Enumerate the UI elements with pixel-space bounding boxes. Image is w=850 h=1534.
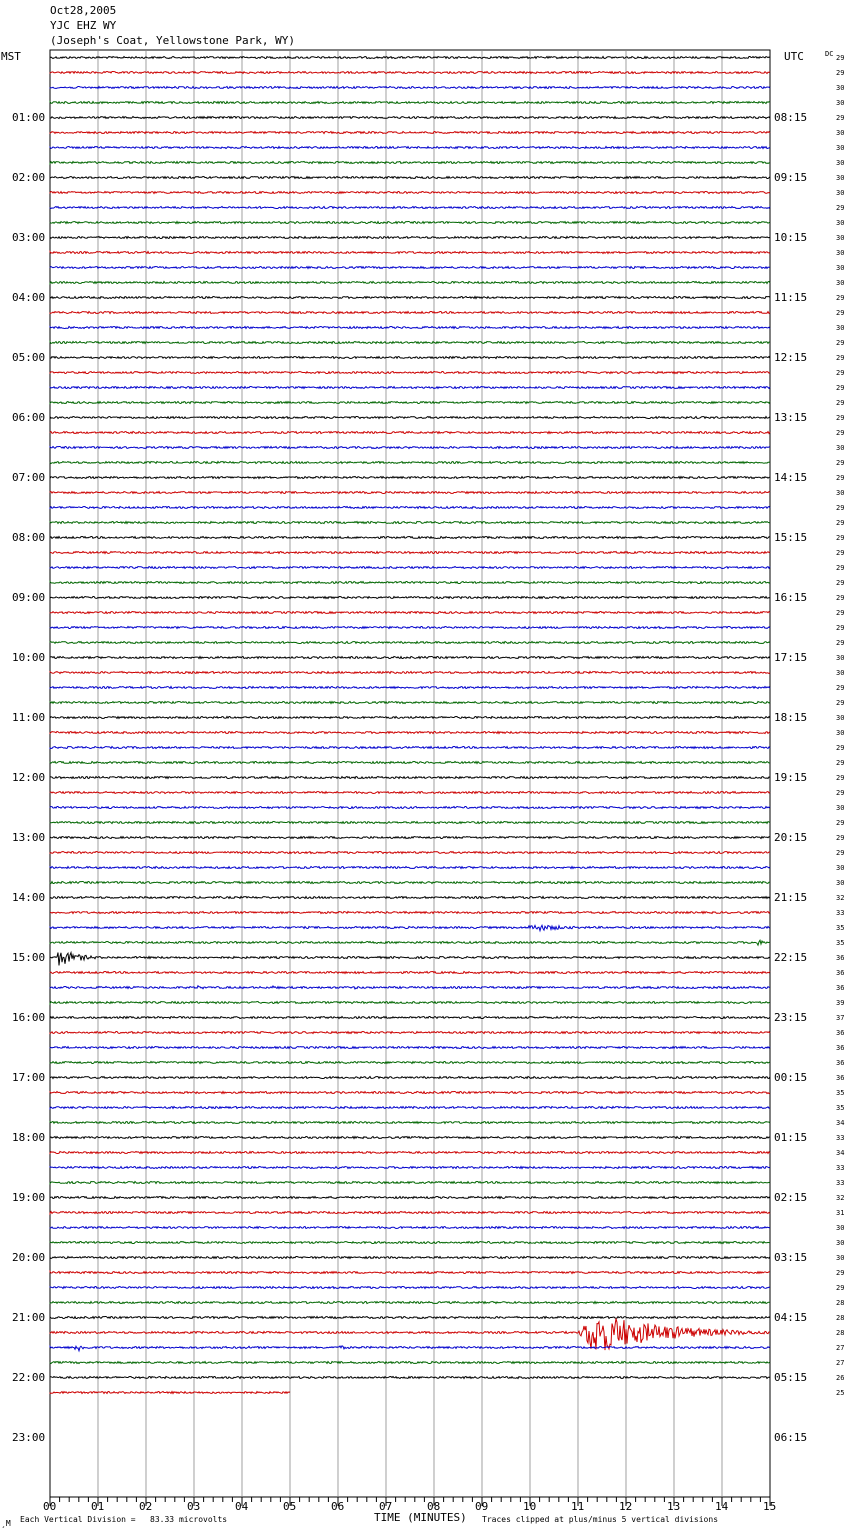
trace-line bbox=[50, 792, 770, 794]
trace-line bbox=[50, 912, 770, 914]
dc-offset-value: 30 bbox=[836, 158, 845, 167]
trace-line bbox=[50, 822, 770, 824]
clip-note: Traces clipped at plus/minus 5 vertical divisions bbox=[482, 1515, 719, 1524]
right-hour-label: 08:15 bbox=[774, 110, 808, 124]
trace-line bbox=[50, 1077, 770, 1079]
x-tick-label: 13 bbox=[667, 1500, 681, 1513]
trace-line bbox=[50, 1152, 770, 1154]
dc-offset-value: 29 bbox=[836, 503, 845, 512]
dc-offset-value: 30 bbox=[836, 1238, 845, 1247]
x-tick-label: 05 bbox=[283, 1500, 297, 1513]
dc-offset-header: DC bbox=[825, 50, 834, 58]
trace-line bbox=[50, 1167, 770, 1169]
x-tick-label: 07 bbox=[379, 1500, 393, 1513]
dc-offset-value: 30 bbox=[836, 233, 845, 242]
dc-offset-value: 30 bbox=[836, 863, 845, 872]
trace-line bbox=[50, 1047, 770, 1049]
trace-line bbox=[50, 1062, 770, 1064]
dc-offset-value: 30 bbox=[836, 143, 845, 152]
right-hour-label: 20:15 bbox=[774, 830, 808, 844]
x-axis-title: TIME (MINUTES) bbox=[374, 1511, 467, 1524]
right-hour-label: 18:15 bbox=[774, 710, 808, 724]
dc-offset-value: 36 bbox=[836, 1043, 845, 1052]
left-hour-label: 18:00 bbox=[12, 1130, 46, 1144]
left-hour-label: 20:00 bbox=[12, 1250, 46, 1264]
x-tick-label: 00 bbox=[43, 1500, 57, 1513]
dc-offset-value: 35 bbox=[836, 923, 845, 932]
trace-line bbox=[50, 852, 770, 854]
dc-offset-value: 30 bbox=[836, 278, 845, 287]
trace-line bbox=[50, 762, 770, 764]
trace-line bbox=[50, 432, 770, 434]
dc-offset-value: 30 bbox=[836, 878, 845, 887]
dc-offset-value: 37 bbox=[836, 1013, 845, 1022]
right-hour-label: 00:15 bbox=[774, 1070, 808, 1084]
trace-line bbox=[50, 537, 770, 539]
trace-line bbox=[50, 1197, 770, 1199]
dc-offset-value: 29 bbox=[836, 593, 845, 602]
trace-line bbox=[50, 132, 770, 134]
trace-line bbox=[50, 717, 770, 719]
left-hour-label: 22:00 bbox=[12, 1370, 46, 1384]
dc-offset-value: 29 bbox=[836, 53, 845, 62]
left-hour-label: 10:00 bbox=[12, 650, 46, 664]
left-hour-label: 14:00 bbox=[12, 890, 46, 904]
trace-line bbox=[50, 192, 770, 194]
trace-line bbox=[50, 1242, 770, 1244]
trace-line bbox=[50, 177, 770, 179]
trace-line bbox=[50, 402, 770, 404]
dc-offset-value: 30 bbox=[836, 668, 845, 677]
trace-line bbox=[50, 462, 770, 464]
dc-offset-value: 28 bbox=[836, 1328, 845, 1337]
left-hour-label: 07:00 bbox=[12, 470, 46, 484]
trace-line bbox=[50, 642, 770, 644]
dc-offset-value: 29 bbox=[836, 413, 845, 422]
dc-offset-value: 36 bbox=[836, 1073, 845, 1082]
dc-offset-value: 29 bbox=[836, 518, 845, 527]
dc-offset-value: 29 bbox=[836, 308, 845, 317]
x-tick-label: 09 bbox=[475, 1500, 489, 1513]
right-hour-label: 05:15 bbox=[774, 1370, 808, 1384]
trace-line bbox=[50, 492, 770, 494]
x-tick-label: 01 bbox=[91, 1500, 105, 1513]
trace-line bbox=[50, 897, 770, 899]
dc-offset-value: 29 bbox=[836, 563, 845, 572]
trace-line bbox=[50, 1287, 770, 1289]
trace-line bbox=[50, 522, 770, 524]
left-hour-label: 09:00 bbox=[12, 590, 46, 604]
dc-offset-value: 29 bbox=[836, 578, 845, 587]
dc-offset-value: 30 bbox=[836, 188, 845, 197]
dc-offset-value: 31 bbox=[836, 1208, 845, 1217]
right-hour-label: 04:15 bbox=[774, 1310, 808, 1324]
trace-line bbox=[50, 627, 770, 629]
right-hour-label: 02:15 bbox=[774, 1190, 808, 1204]
station-location: (Joseph's Coat, Yellowstone Park, WY) bbox=[50, 34, 296, 47]
trace-line bbox=[50, 342, 770, 344]
right-timezone-label: UTC bbox=[784, 50, 804, 63]
dc-offset-value: 29 bbox=[836, 398, 845, 407]
trace-line bbox=[50, 777, 770, 779]
right-hour-label: 23:15 bbox=[774, 1010, 808, 1024]
dc-offset-value: 29 bbox=[836, 818, 845, 827]
right-hour-label: 17:15 bbox=[774, 650, 808, 664]
dc-offset-value: 30 bbox=[836, 803, 845, 812]
left-hour-label: 06:00 bbox=[12, 410, 46, 424]
trace-line bbox=[50, 327, 770, 329]
trace-line bbox=[50, 267, 770, 269]
dc-offset-value: 29 bbox=[836, 338, 845, 347]
trace-line bbox=[50, 657, 770, 659]
right-hour-label: 06:15 bbox=[774, 1430, 808, 1444]
dc-offset-value: 30 bbox=[836, 323, 845, 332]
dc-offset-value: 30 bbox=[836, 713, 845, 722]
left-hour-label: 12:00 bbox=[12, 770, 46, 784]
dc-offset-value: 26 bbox=[836, 1373, 845, 1382]
dc-offset-value: 34 bbox=[836, 1148, 845, 1157]
trace-line bbox=[50, 1257, 770, 1259]
trace-line bbox=[50, 1319, 770, 1351]
dc-offset-value: 30 bbox=[836, 488, 845, 497]
dc-offset-value: 29 bbox=[836, 848, 845, 857]
dc-offset-value: 29 bbox=[836, 203, 845, 212]
dc-offset-value: 33 bbox=[836, 1178, 845, 1187]
dc-offset-value: 29 bbox=[836, 608, 845, 617]
trace-line bbox=[50, 387, 770, 389]
dc-offset-value: 30 bbox=[836, 728, 845, 737]
dc-offset-value: 30 bbox=[836, 443, 845, 452]
dc-offset-value: 30 bbox=[836, 263, 845, 272]
dc-offset-value: 32 bbox=[836, 1193, 845, 1202]
dc-offset-value: 32 bbox=[836, 893, 845, 902]
trace-line bbox=[50, 57, 770, 59]
dc-offset-value: 36 bbox=[836, 1058, 845, 1067]
dc-offset-value: 29 bbox=[836, 638, 845, 647]
dc-offset-value: 30 bbox=[836, 653, 845, 662]
trace-line bbox=[50, 1392, 290, 1394]
trace-line bbox=[50, 297, 770, 299]
dc-offset-value: 33 bbox=[836, 1133, 845, 1142]
trace-line bbox=[50, 552, 770, 554]
x-tick-label: 12 bbox=[619, 1500, 633, 1513]
dc-offset-value: 28 bbox=[836, 1298, 845, 1307]
dc-offset-value: 29 bbox=[836, 458, 845, 467]
left-hour-label: 08:00 bbox=[12, 530, 46, 544]
left-hour-label: 04:00 bbox=[12, 290, 46, 304]
trace-line bbox=[50, 162, 770, 164]
trace-line bbox=[50, 1002, 770, 1004]
dc-offset-value: 29 bbox=[836, 833, 845, 842]
right-hour-label: 13:15 bbox=[774, 410, 808, 424]
trace-line bbox=[50, 447, 770, 449]
trace-line bbox=[50, 1182, 770, 1184]
record-date: Oct28,2005 bbox=[50, 4, 117, 17]
trace-line bbox=[50, 507, 770, 509]
dc-offset-value: 28 bbox=[836, 1313, 845, 1322]
dc-offset-value: 30 bbox=[836, 83, 845, 92]
dc-offset-value: 29 bbox=[836, 1283, 845, 1292]
trace-line bbox=[50, 87, 770, 89]
trace-line bbox=[50, 1122, 770, 1124]
dc-offset-value: 29 bbox=[836, 698, 845, 707]
trace-line bbox=[50, 102, 770, 104]
left-hour-label: 11:00 bbox=[12, 710, 46, 724]
right-hour-label: 19:15 bbox=[774, 770, 808, 784]
dc-offset-value: 35 bbox=[836, 1103, 845, 1112]
left-hour-label: 19:00 bbox=[12, 1190, 46, 1204]
dc-offset-value: 25 bbox=[836, 1388, 845, 1397]
x-tick-label: 10 bbox=[523, 1500, 537, 1513]
dc-offset-value: 29 bbox=[836, 368, 845, 377]
trace-line bbox=[50, 147, 770, 149]
dc-offset-value: 29 bbox=[836, 623, 845, 632]
x-tick-label: 02 bbox=[139, 1500, 153, 1513]
trace-line bbox=[50, 672, 770, 674]
trace-line bbox=[50, 1092, 770, 1094]
right-hour-label: 10:15 bbox=[774, 230, 808, 244]
dc-offset-value: 30 bbox=[836, 1223, 845, 1232]
trace-line bbox=[50, 747, 770, 749]
x-tick-label: 15 bbox=[763, 1500, 777, 1513]
trace-line bbox=[50, 1317, 770, 1319]
trace-line bbox=[50, 312, 770, 314]
trace-line bbox=[50, 1346, 770, 1351]
scale-note: Each Vertical Division = 83.33 microvolts bbox=[20, 1515, 228, 1524]
right-hour-label: 22:15 bbox=[774, 950, 808, 964]
right-hour-label: 15:15 bbox=[774, 530, 808, 544]
x-tick-label: 08 bbox=[427, 1500, 441, 1513]
trace-line bbox=[50, 207, 770, 209]
dc-offset-value: 27 bbox=[836, 1343, 845, 1352]
dc-offset-value: 39 bbox=[836, 998, 845, 1007]
left-hour-label: 16:00 bbox=[12, 1010, 46, 1024]
dc-offset-value: 30 bbox=[836, 98, 845, 107]
dc-offset-value: 30 bbox=[836, 128, 845, 137]
trace-line bbox=[50, 732, 770, 734]
dc-offset-value: 33 bbox=[836, 908, 845, 917]
dc-offset-value: 36 bbox=[836, 968, 845, 977]
left-hour-label: 13:00 bbox=[12, 830, 46, 844]
x-tick-label: 04 bbox=[235, 1500, 249, 1513]
trace-line bbox=[50, 972, 770, 974]
dc-offset-value: 29 bbox=[836, 758, 845, 767]
trace-line bbox=[50, 417, 770, 419]
trace-line bbox=[50, 837, 770, 839]
trace-line bbox=[50, 1227, 770, 1229]
dc-offset-value: 36 bbox=[836, 1028, 845, 1037]
dc-offset-value: 29 bbox=[836, 548, 845, 557]
trace-line bbox=[50, 237, 770, 239]
trace-line bbox=[50, 882, 770, 884]
trace-line bbox=[50, 1107, 770, 1109]
trace-line bbox=[50, 1272, 770, 1274]
dc-offset-value: 30 bbox=[836, 1253, 845, 1262]
x-tick-label: 14 bbox=[715, 1500, 729, 1513]
dc-offset-value: 29 bbox=[836, 473, 845, 482]
left-hour-label: 21:00 bbox=[12, 1310, 46, 1324]
dc-offset-value: 29 bbox=[836, 788, 845, 797]
trace-line bbox=[50, 477, 770, 479]
x-tick-label: 11 bbox=[571, 1500, 585, 1513]
trace-line bbox=[50, 687, 770, 689]
x-tick-label: 03 bbox=[187, 1500, 201, 1513]
dc-offset-value: 29 bbox=[836, 353, 845, 362]
left-timezone-label: MST bbox=[1, 50, 21, 63]
right-hour-label: 03:15 bbox=[774, 1250, 808, 1264]
right-hour-label: 16:15 bbox=[774, 590, 808, 604]
x-tick-label: 06 bbox=[331, 1500, 345, 1513]
dc-offset-value: 36 bbox=[836, 983, 845, 992]
dc-offset-value: 29 bbox=[836, 1268, 845, 1277]
right-hour-label: 21:15 bbox=[774, 890, 808, 904]
left-hour-label: 17:00 bbox=[12, 1070, 46, 1084]
trace-line bbox=[50, 117, 770, 119]
dc-offset-value: 34 bbox=[836, 1118, 845, 1127]
dc-offset-value: 29 bbox=[836, 383, 845, 392]
dc-offset-value: 29 bbox=[836, 773, 845, 782]
dc-offset-value: 36 bbox=[836, 953, 845, 962]
trace-line bbox=[50, 252, 770, 254]
trace-line bbox=[50, 1362, 770, 1364]
trace-line bbox=[50, 612, 770, 614]
dc-offset-value: 35 bbox=[836, 938, 845, 947]
left-hour-label: 05:00 bbox=[12, 350, 46, 364]
dc-offset-value: 29 bbox=[836, 113, 845, 122]
station-code: YJC EHZ WY bbox=[50, 19, 117, 32]
trace-line bbox=[50, 940, 770, 945]
trace-line bbox=[50, 702, 770, 704]
trace-line bbox=[50, 567, 770, 569]
dc-offset-value: 30 bbox=[836, 173, 845, 182]
dc-offset-value: 33 bbox=[836, 1163, 845, 1172]
trace-line bbox=[50, 1137, 770, 1139]
dc-offset-value: 30 bbox=[836, 248, 845, 257]
dc-offset-value: 35 bbox=[836, 1088, 845, 1097]
left-hour-label: 01:00 bbox=[12, 110, 46, 124]
trace-line bbox=[50, 597, 770, 599]
right-hour-label: 09:15 bbox=[774, 170, 808, 184]
trace-line bbox=[50, 1377, 770, 1379]
trace-line bbox=[50, 222, 770, 224]
trace-line bbox=[50, 1017, 770, 1019]
left-hour-label: 15:00 bbox=[12, 950, 46, 964]
trace-line bbox=[50, 925, 770, 930]
trace-line bbox=[50, 1032, 770, 1034]
trace-line bbox=[50, 282, 770, 284]
dc-offset-value: 29 bbox=[836, 428, 845, 437]
trace-line bbox=[50, 1302, 770, 1304]
right-hour-label: 14:15 bbox=[774, 470, 808, 484]
dc-offset-value: 27 bbox=[836, 1358, 845, 1367]
dc-offset-value: 29 bbox=[836, 293, 845, 302]
trace-line bbox=[50, 953, 770, 966]
trace-line bbox=[50, 867, 770, 869]
trace-line bbox=[50, 582, 770, 584]
trace-line bbox=[50, 986, 770, 989]
dc-offset-value: 29 bbox=[836, 68, 845, 77]
left-hour-label: 03:00 bbox=[12, 230, 46, 244]
dc-offset-value: 29 bbox=[836, 533, 845, 542]
left-hour-label: 02:00 bbox=[12, 170, 46, 184]
left-hour-label: 23:00 bbox=[12, 1430, 46, 1444]
trace-line bbox=[50, 357, 770, 359]
corner-mark: ¸M bbox=[1, 1519, 11, 1528]
right-hour-label: 01:15 bbox=[774, 1130, 808, 1144]
trace-line bbox=[50, 372, 770, 374]
trace-line bbox=[50, 807, 770, 809]
dc-offset-value: 29 bbox=[836, 743, 845, 752]
dc-offset-value: 30 bbox=[836, 218, 845, 227]
trace-line bbox=[50, 72, 770, 74]
trace-line bbox=[50, 1212, 770, 1214]
dc-offset-value: 29 bbox=[836, 683, 845, 692]
right-hour-label: 11:15 bbox=[774, 290, 808, 304]
right-hour-label: 12:15 bbox=[774, 350, 808, 364]
